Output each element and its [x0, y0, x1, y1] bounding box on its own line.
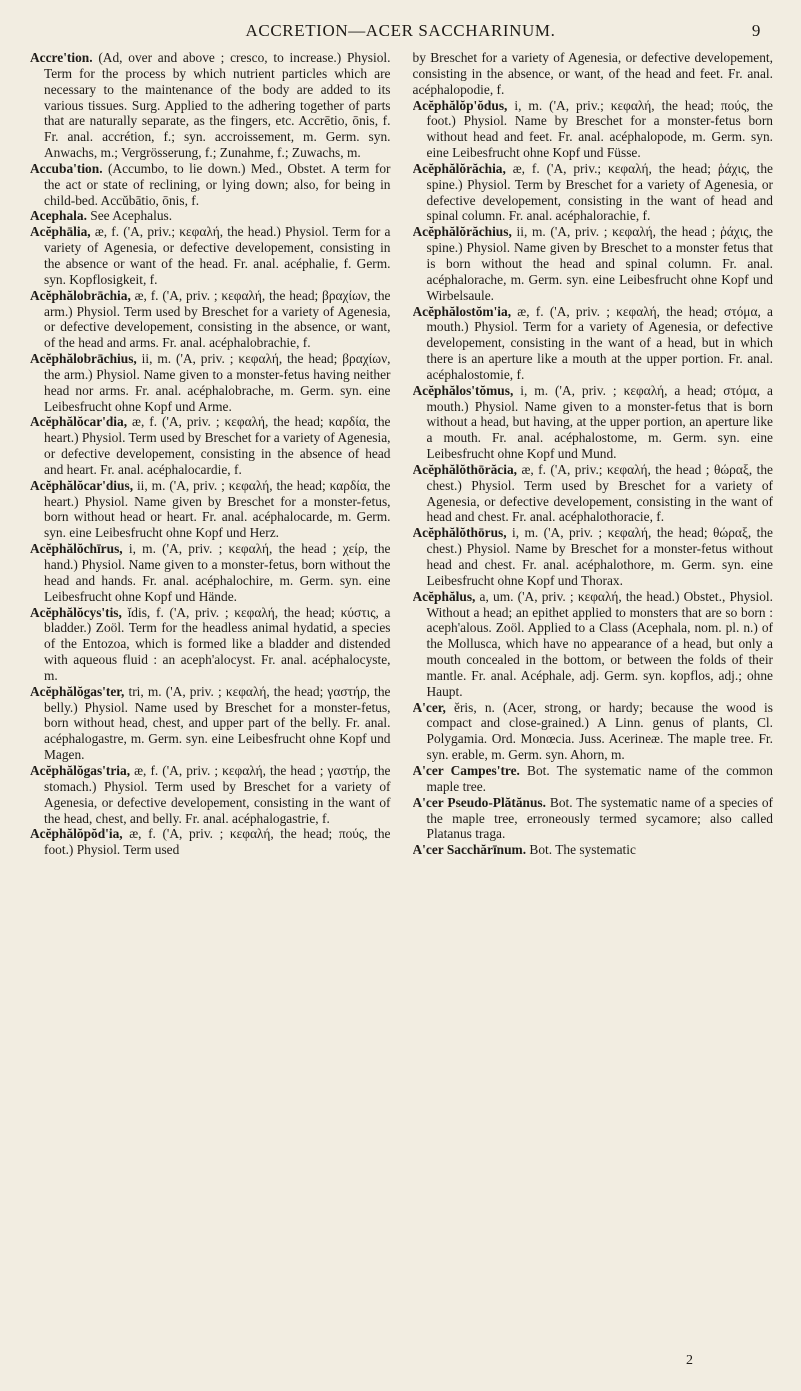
entry-definition: æ, f. ('A, priv. ; κεφαλή, the head; στόμα, a mouth.) Physiol. Term for a variety of Agenesia, or defective developement, consisting in the want of a head, but in which there is an aperture like a mouth at the upper portion. Fr. anal. acéphalostomie, f.	[426, 303, 773, 382]
entry-definition: ii, m. ('A, priv. ; κεφαλή, the head; βραχίων, the arm.) Physiol. Name given to a monster-fetus having neither head nor arms. Fr. anal. acéphalobrache, m. Germ. syn. eine Leibesfrucht ohne Kopf und Arme.	[44, 351, 391, 414]
entry-headword: Acĕphălobrāchius,	[30, 351, 137, 367]
dictionary-entry	[30, 684, 391, 763]
entry-headword: Accuba'tion.	[30, 160, 103, 176]
entry-definition: (Accumbo, to lie down.) Med., Obstet. A term for the act or state of reclining, or lying down; also, for being in child-bed. Accŭbātio, ōnis, f.	[44, 160, 391, 208]
dictionary-entry	[413, 589, 774, 700]
entry-definition: ii, m. ('A, priv. ; κεφαλή, the head ; ῥάχις, the spine.) Physiol. Name given by Breschet to a monster fetus that is born without the head and spinal column. Fr. anal. acéphalorache, m. Germ. syn. eine Leibesfrucht ohne Kopf und Wirbelsaule.	[426, 224, 773, 303]
entry-definition: Bot. The systematic name of a species of the maple tree, erroneously termed sycamore; also called Platanus traga.	[426, 794, 773, 842]
entry-headword: Acĕphălŏthōrăcia,	[412, 461, 518, 477]
dictionary-entry	[30, 288, 391, 351]
entry-headword: Acephala.	[30, 208, 87, 224]
entry-headword: Acĕphălos'tŏmus,	[412, 382, 514, 398]
entry-headword: Acĕphălŏrăchius,	[412, 224, 512, 240]
entry-definition: by Breschet for a variety of Agenesia, or defective developement, consisting in the absence, or want, of the head and feet. Fr. anal. acéphalopodie, f.	[412, 50, 773, 97]
entry-headword: Acĕphălŏrăchia,	[412, 160, 506, 176]
dictionary-entry	[30, 414, 391, 477]
entry-definition: æ, f. ('A, priv.; κεφαλή, the head ; θώραξ, the chest.) Physiol. Term used by Breschet for a variety of Agenesia, or defective developement, consisting in the want of head and chest. Fr. anal. acéphalothoracie, f.	[426, 461, 773, 525]
dictionary-entry	[413, 842, 774, 858]
dictionary-entry	[30, 826, 391, 858]
dictionary-entry	[30, 50, 391, 161]
entry-definition: æ, f. ('A, priv.; κεφαλή, the head; ῥάχις, the spine.) Physiol. Term by Breschet for a variety of Agenesia, or defective developement, consisting in the want of head and spinal column. Fr. anal. acéphalorachie, f.	[426, 160, 773, 224]
dictionary-entry	[30, 224, 391, 287]
dictionary-entry	[413, 462, 774, 525]
entry-definition: tri, m. ('A, priv. ; κεφαλή, the head; γαστήρ, the belly.) Physiol. Name used by Breschet for a monster-fetus, born without head, chest, and upper part of the belly. Fr. anal. acéphalogastre, m. Germ. syn. eine Leibesfrucht ohne Kopf und Magen.	[44, 683, 391, 763]
entry-definition: Bot. The systematic	[526, 842, 636, 858]
entry-headword: A'cer Pseudo-Plătănus.	[412, 794, 546, 810]
entry-headword: Acĕphălŏgas'ter,	[30, 683, 125, 699]
entry-definition: æ, f. ('A, priv. ; κεφαλή, the head; καρδία, the heart.) Physiol. Term used by Breschet for a variety of Agenesia, or defective developement, consisting in the absence of head and heart. Fr. anal. acéphalocardie, f.	[44, 414, 391, 477]
right-column	[413, 50, 774, 1353]
entry-headword: Acĕphălŏchīrus,	[30, 541, 123, 557]
text-columns	[30, 50, 773, 1353]
entry-headword: Acĕphălŏcar'dia,	[30, 414, 128, 430]
entry-definition: (Ad, over and above ; cresco, to increase.) Physiol. Term for the process by which nutrient particles which are necessary to the maintenance of the body are added to its various tissues. Surg. Applied to the adhering together of parts that are naturally separate, as the fingers, etc. Accrētio, ōnis, f. Fr. anal. accrétion, f.; syn. accroissement, m. Germ. syn. Anwachs, m.; Vergrösserung, f.; Zunahme, f.; Zuwachs, m.	[44, 50, 391, 161]
entry-definition: æ, f. ('A, priv. ; κεφαλή, the head; πούς, the foot.) Physiol. Term used	[44, 826, 391, 858]
entry-headword: A'cer,	[412, 699, 446, 715]
page-header	[30, 16, 771, 46]
entry-headword: Acĕphālia,	[30, 224, 91, 240]
dictionary-entry	[30, 605, 391, 684]
dictionary-entry	[413, 50, 774, 98]
entry-definition: See Acephalus.	[86, 208, 173, 224]
entry-headword: Accre'tion.	[30, 50, 93, 65]
entry-definition: i, m. ('A, priv. ; κεφαλή, the head; θώραξ, the chest.) Physiol. Name by Breschet for a monster-fetus without head and chest. Fr. anal. acéphalothore, m. Germ. syn. eine Leibesfrucht ohne Kopf und Thorax.	[426, 525, 773, 588]
dictionary-entry	[413, 525, 774, 588]
entry-definition: ii, m. ('A, priv. ; κεφαλή, the head; καρδία, the heart.) Physiol. Name given by Breschet for a monster-fetus, born without head or heart. Fr. anal. acéphalocarde, m. Germ. syn. eine Leibesfrucht ohne Kopf und Herz.	[44, 477, 391, 541]
dictionary-entry	[413, 224, 774, 303]
entry-definition: i, m. ('A, priv.; κεφαλή, the head; πούς, the foot.) Physiol. Name by Breschet for a monster-fetus born without head and feet. Fr. anal. acéphalopode, m. Germ. syn. eine Leibesfrucht ohne Kopf und Füsse.	[426, 97, 773, 161]
dictionary-entry	[30, 161, 391, 209]
entry-definition: ĕris, n. (Acer, strong, or hardy; because the wood is compact and close-grained.) A Linn. genus of plants, Cl. Polygamia. Ord. Monœcia. Juss. Acerineæ. The maple tree. Fr. syn. erable, m. Germ. syn. Ahorn, m.	[426, 699, 773, 763]
entry-definition: ĭdis, f. ('A, priv. ; κεφαλή, the head; κύστις, a bladder.) Zoöl. Term for the headless animal hydatid, a species of the Entozoa, which is formed like a bladder and distended with aqueous fluid : an aceph'alocyst. Fr. anal. acéphalocyste, m.	[44, 604, 391, 683]
entry-headword: A'cer Sacchărīnum.	[412, 842, 527, 858]
entry-headword: Acĕphălŏcar'dius,	[30, 477, 134, 493]
entry-headword: Acĕphălŏcys'tis,	[30, 604, 122, 620]
entry-headword: A'cer Campes'tre.	[412, 762, 520, 778]
signature-mark: 2	[686, 1353, 693, 1368]
running-head: ACCRETION—ACER SACCHARINUM.	[245, 21, 556, 40]
entry-definition: æ, f. ('A, priv.; κεφαλή, the head.) Physiol. Term for a variety of Agenesia, or defective developement, consisting in the absence or want of the head. Fr. anal. acéphalie, f. Germ. syn. Kopflosigkeit, f.	[44, 224, 391, 287]
entry-definition: æ, f. ('A, priv. ; κεφαλή, the head; βραχίων, the arm.) Physiol. Term used by Breschet for a variety of Agenesia, or defective developement, consisting in the absence, or want, of the head and arms. Fr. anal. acéphalobrachie, f.	[44, 287, 391, 351]
entry-definition: a, um. ('A, priv. ; κεφαλή, the head.) Obstet., Physiol. Without a head; an epithet applied to monsters that are so born : aceph'alous. Zoöl. Applied to a Class (Acephala, nom. pl. n.) of the Mollusca, which have no appearance of a head, but only a mouth concealed in the bottom, or between the folds of their mantle. Fr. anal. Acéphale, adj. Germ. syn. kopflos, adj.; ohne Haupt.	[426, 588, 773, 699]
page-number: 9	[751, 21, 761, 40]
dictionary-entry	[413, 304, 774, 383]
dictionary-entry	[413, 161, 774, 224]
entry-headword: Acĕphălŏp'ŏdus,	[412, 97, 508, 113]
entry-definition: æ, f. ('A, priv. ; κεφαλή, the head ; γαστήρ, the stomach.) Physiol. Term used by Breschet for a variety of Agenesia, or defective developement, consisting in the want of the head, chest, and belly. Fr. anal. acéphalogastrie, f.	[44, 762, 391, 826]
dictionary-entry	[413, 700, 774, 763]
entry-headword: Acĕphălostŏm'ia,	[412, 303, 512, 319]
dictionary-entry	[30, 478, 391, 541]
dictionary-entry	[413, 795, 774, 843]
entry-definition: Bot. The systematic name of the common maple tree.	[426, 762, 773, 794]
dictionary-entry	[413, 763, 774, 795]
entry-headword: Acĕphălŏthōrus,	[412, 525, 507, 541]
entry-headword: Acĕphălŏpŏd'ia,	[30, 826, 123, 842]
dictionary-entry	[413, 383, 774, 462]
dictionary-entry	[413, 98, 774, 161]
dictionary-entry	[30, 541, 391, 604]
left-column	[30, 50, 391, 1353]
dictionary-entry	[30, 763, 391, 826]
dictionary-entry	[30, 208, 391, 224]
entry-headword: Acĕphălobrāchia,	[30, 287, 131, 303]
dictionary-entry	[30, 351, 391, 414]
entry-definition: i, m. ('A, priv. ; κεφαλή, the head ; χείρ, the hand.) Physiol. Name given to a monster-fetus, born without the head and hands. Fr. anal. acéphalochire, m. Germ. syn. eine Leibesfrucht ohne Kopf und Hände.	[44, 541, 391, 604]
entry-headword: Acĕphălus,	[412, 588, 476, 604]
entry-definition: i, m. ('A, priv. ; κεφαλή, a head; στόμα, a mouth.) Physiol. Name given to a monster-fetus that is born without a head, but having, at the upper portion, an aperture like a mouth. Fr. anal. acéphalostome, m. Germ. syn. eine Leibesfrucht ohne Kopf und Mund.	[426, 382, 773, 462]
entry-headword: Acĕphălŏgas'tria,	[30, 762, 131, 778]
